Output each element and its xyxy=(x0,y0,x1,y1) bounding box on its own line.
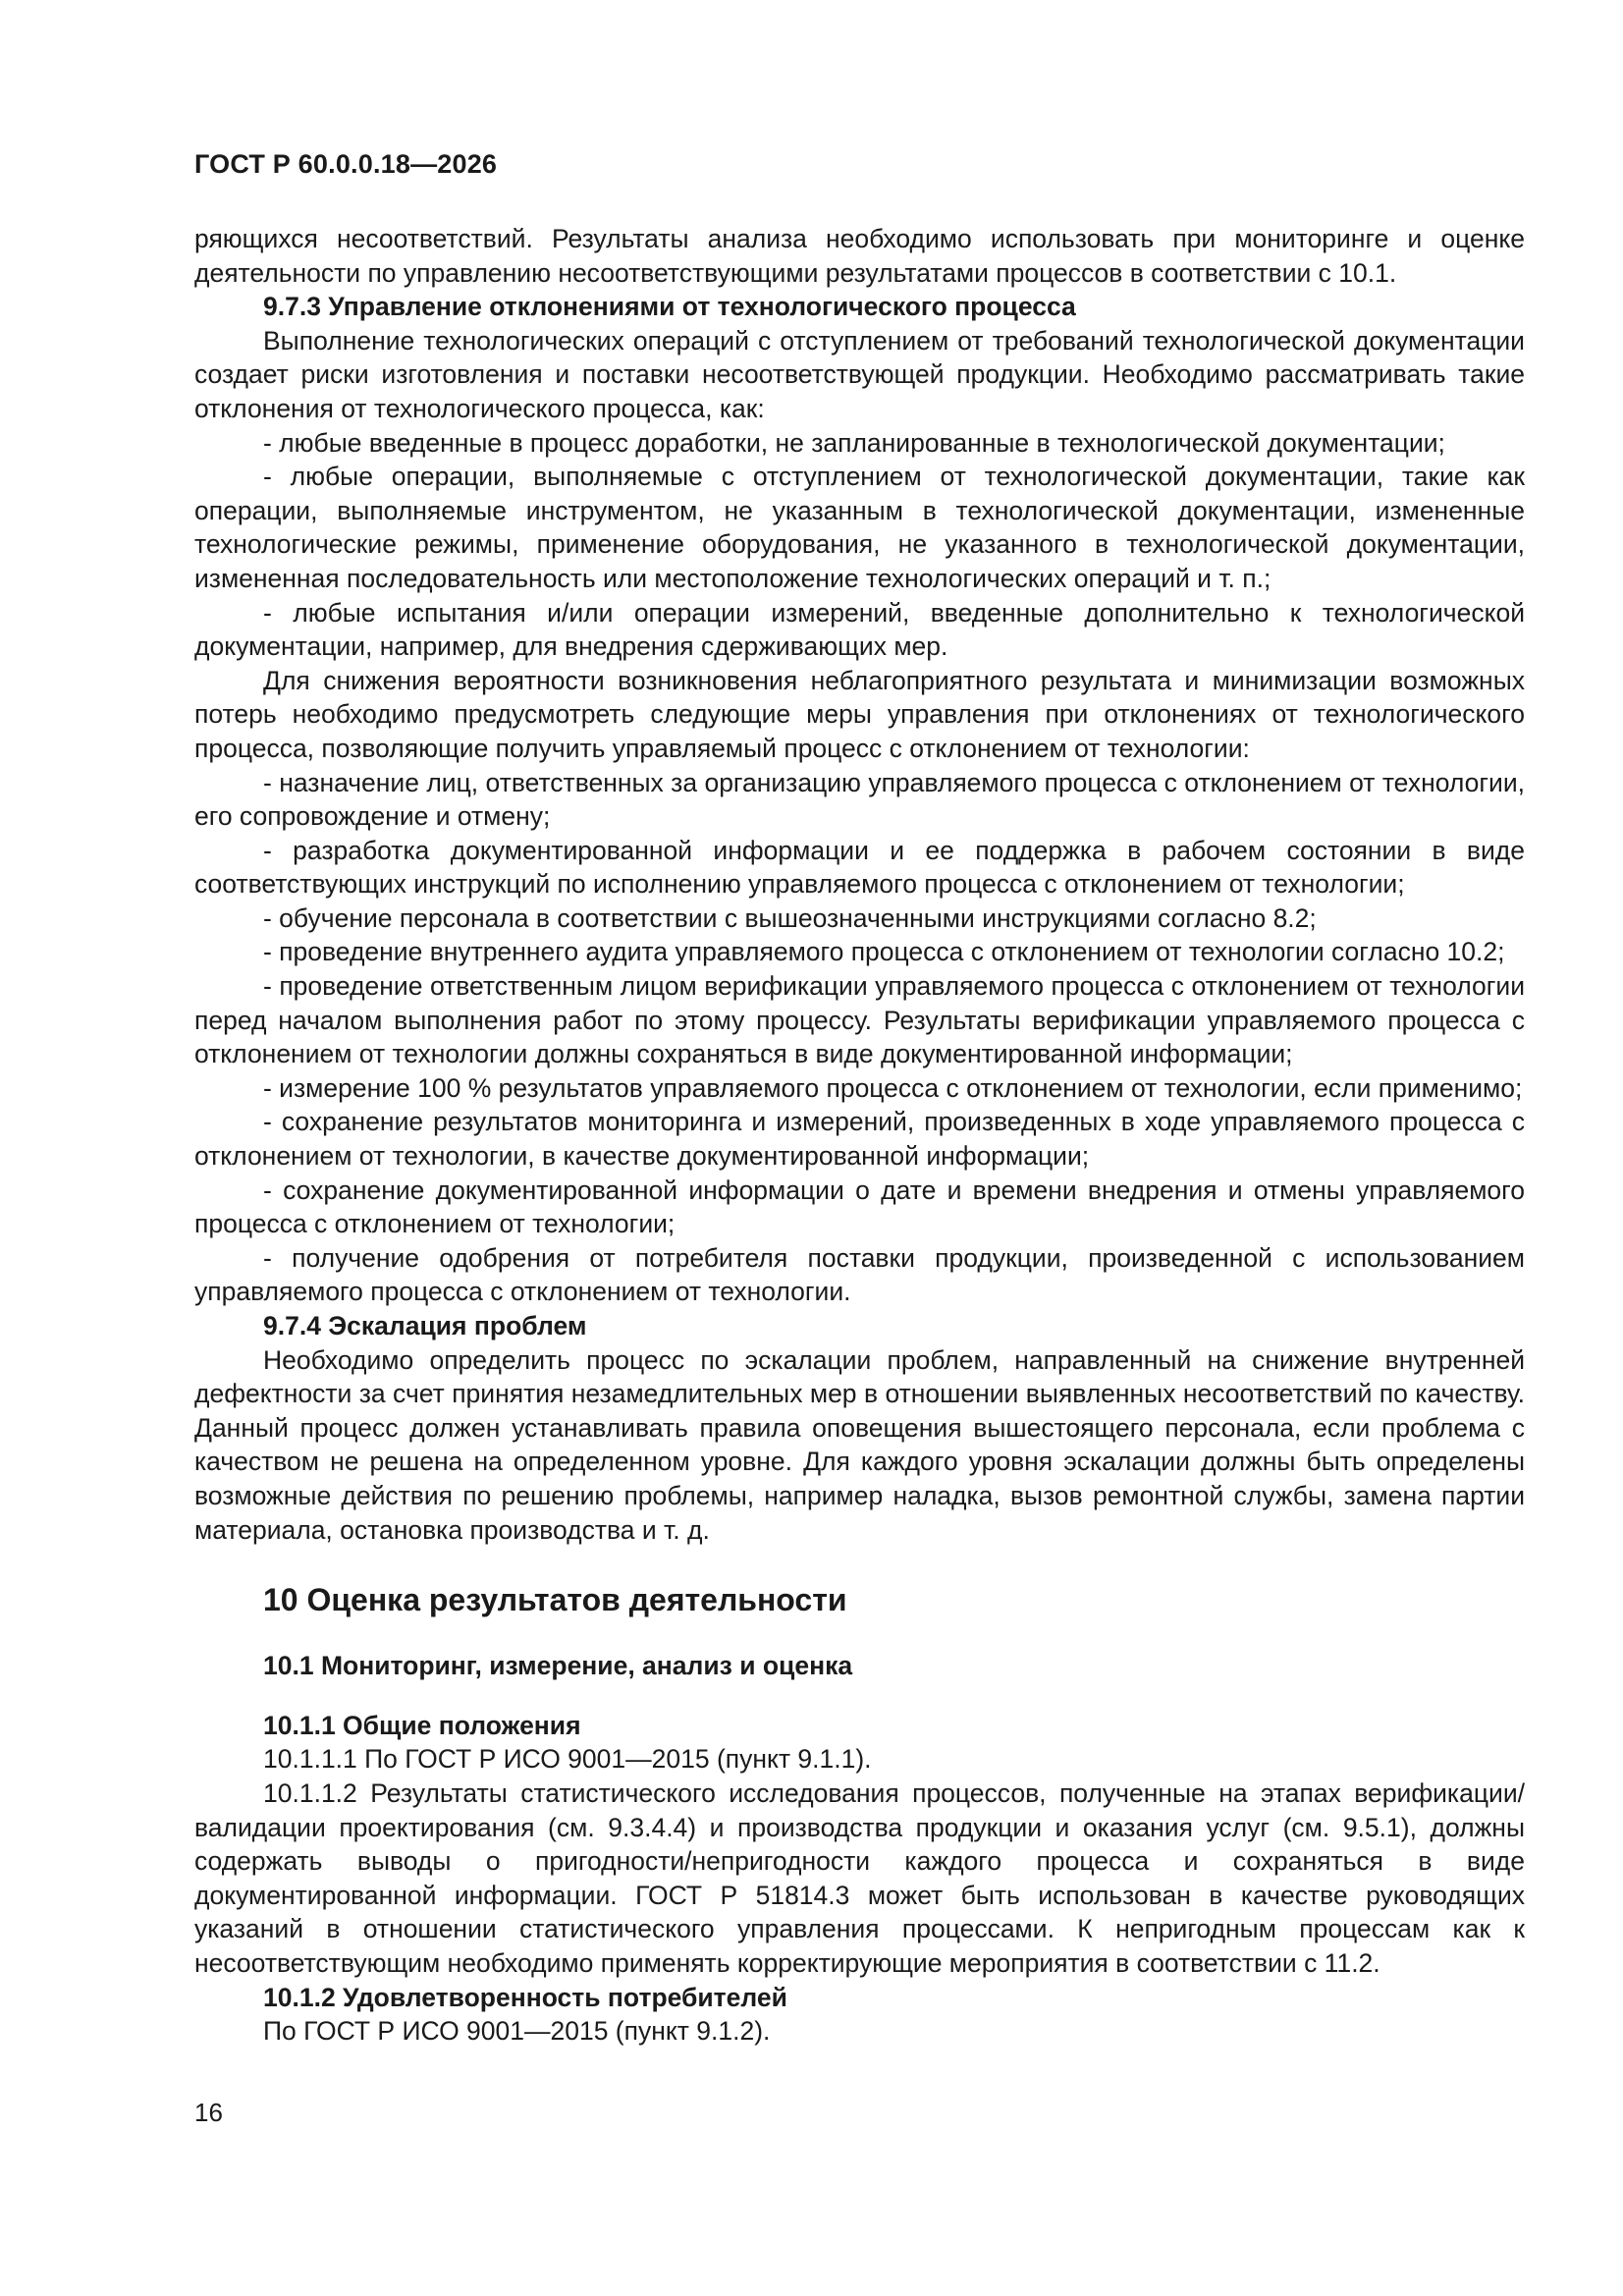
list-item: - назначение лиц, ответственных за организацию управляемого процесса с отклонением от технологии, его сопровождение и отмену; xyxy=(194,767,1525,832)
list-item: - проведение внутреннего аудита управляемого процесса с отклонением от технологии согласно 10.2; xyxy=(263,937,1505,967)
paragraph: 10.1.1.2 Результаты статистического исследования процессов, полученные на этапах верификации/валидации проектирования (см. 9.3.4.4) и производства продукции и оказания услуг (см. 9.5.1), должны содержать выводы о пригодности/непригодности каждого процесса и сохраняться в виде документированной информации. ГОСТ Р 51814.3 может быть использован в качестве руководящих указаний в отношении статистического управления процессами. К непригодным процессам как к несоответствующим необходимо применять корректирующие мероприятия в соответствии с 11.2. xyxy=(194,1777,1525,1978)
list-item: - проведение ответственным лицом верификации управляемого процесса с отклонением от технологии перед началом выполнения работ по этому процессу. Результаты верификации управляемого процесса с отклонением от технологии должны сохраняться в виде документированной информации; xyxy=(194,971,1525,1069)
list-item: - обучение персонала в соответствии с вышеозначенными инструкциями согласно 8.2; xyxy=(263,902,1317,933)
heading-10-1-2: 10.1.2 Удовлетворенность потребителей xyxy=(263,1982,787,2012)
document-body xyxy=(194,222,1525,2049)
paragraph: 10.1.1.1 По ГОСТ Р ИСО 9001—2015 (пункт 9.1.1). xyxy=(263,1744,872,1775)
list-item: - сохранение документированной информации о дате и времени внедрения и отмены управляемого процесса с отклонением от технологии; xyxy=(194,1175,1525,1239)
paragraph: Выполнение технологических операций с отступлением от требований технологической документации создает риски изготовления и поставки несоответствующей продукции. Необходимо рассматривать такие отклонения от технологического процесса, как: xyxy=(194,325,1525,423)
heading-10-1-1: 10.1.1 Общие положения xyxy=(263,1710,581,1740)
heading-9-7-3: 9.7.3 Управление отклонениями от технологического процесса xyxy=(263,292,1076,322)
paragraph: По ГОСТ Р ИСО 9001—2015 (пункт 9.1.2). xyxy=(263,2016,771,2047)
paragraph: Для снижения вероятности возникновения неблагоприятного результата и минимизации возможных потерь необходимо предусмотреть следующие меры управления при отклонениях от технологического процесса, позволяющие получить управляемый процесс с отклонением от технологии: xyxy=(194,665,1525,763)
paragraph: ряющихся несоответствий. Результаты анализа необходимо использовать при мониторинге и оценке деятельности по управлению несоответствующими результатами процессов в соответствии с 10.1. xyxy=(194,224,1525,288)
list-item: - разработка документированной информации и ее поддержка в рабочем состоянии в виде соответствующих инструкций по исполнению управляемого процесса с отклонением от технологии; xyxy=(194,835,1525,900)
document-header: ГОСТ Р 60.0.0.18—2026 xyxy=(194,149,498,179)
list-item: - любые введенные в процесс доработки, не запланированные в технологической документации; xyxy=(263,427,1445,458)
list-item: - получение одобрения от потребителя поставки продукции, произведенной с использованием управляемого процесса с отклонением от технологии. xyxy=(194,1242,1525,1307)
list-item: - любые испытания и/или операции измерений, введенные дополнительно к технологической документации, например, для внедрения сдерживающих мер. xyxy=(194,597,1525,662)
list-item: - измерение 100 % результатов управляемого процесса с отклонением от технологии, если применимо; xyxy=(263,1072,1523,1103)
list-item: - любые операции, выполняемые с отступлением от технологической документации, такие как операции, выполняемые инструментом, не указанным в технологической документации, измененные технологические режимы, применение оборудования, не указанного в технологической документации, измененная последовательность или местоположение технологических операций и т. п.; xyxy=(194,462,1525,593)
list-item: - сохранение результатов мониторинга и измерений, произведенных в ходе управляемого процесса с отклонением от технологии, в качестве документированной информации; xyxy=(194,1107,1525,1172)
section-heading-10: 10 Оценка результатов деятельности xyxy=(263,1582,847,1618)
paragraph: Необходимо определить процесс по эскалации проблем, направленный на снижение внутренней дефектности за счет принятия незамедлительных мер в отношении выявленных несоответствий по качеству. Данный процесс должен устанавливать правила оповещения вышестоящего персонала, если проблема с качеством не решена на определенном уровне. Для каждого уровня эскалации должны быть определены возможные действия по решению проблемы, например наладка, вызов ремонтной службы, замена партии материала, остановка производства и т. д. xyxy=(194,1344,1525,1545)
page-number: 16 xyxy=(194,2098,223,2127)
heading-10-1: 10.1 Мониторинг, измерение, анализ и оценка xyxy=(263,1651,853,1681)
heading-9-7-4: 9.7.4 Эскалация проблем xyxy=(263,1311,587,1340)
